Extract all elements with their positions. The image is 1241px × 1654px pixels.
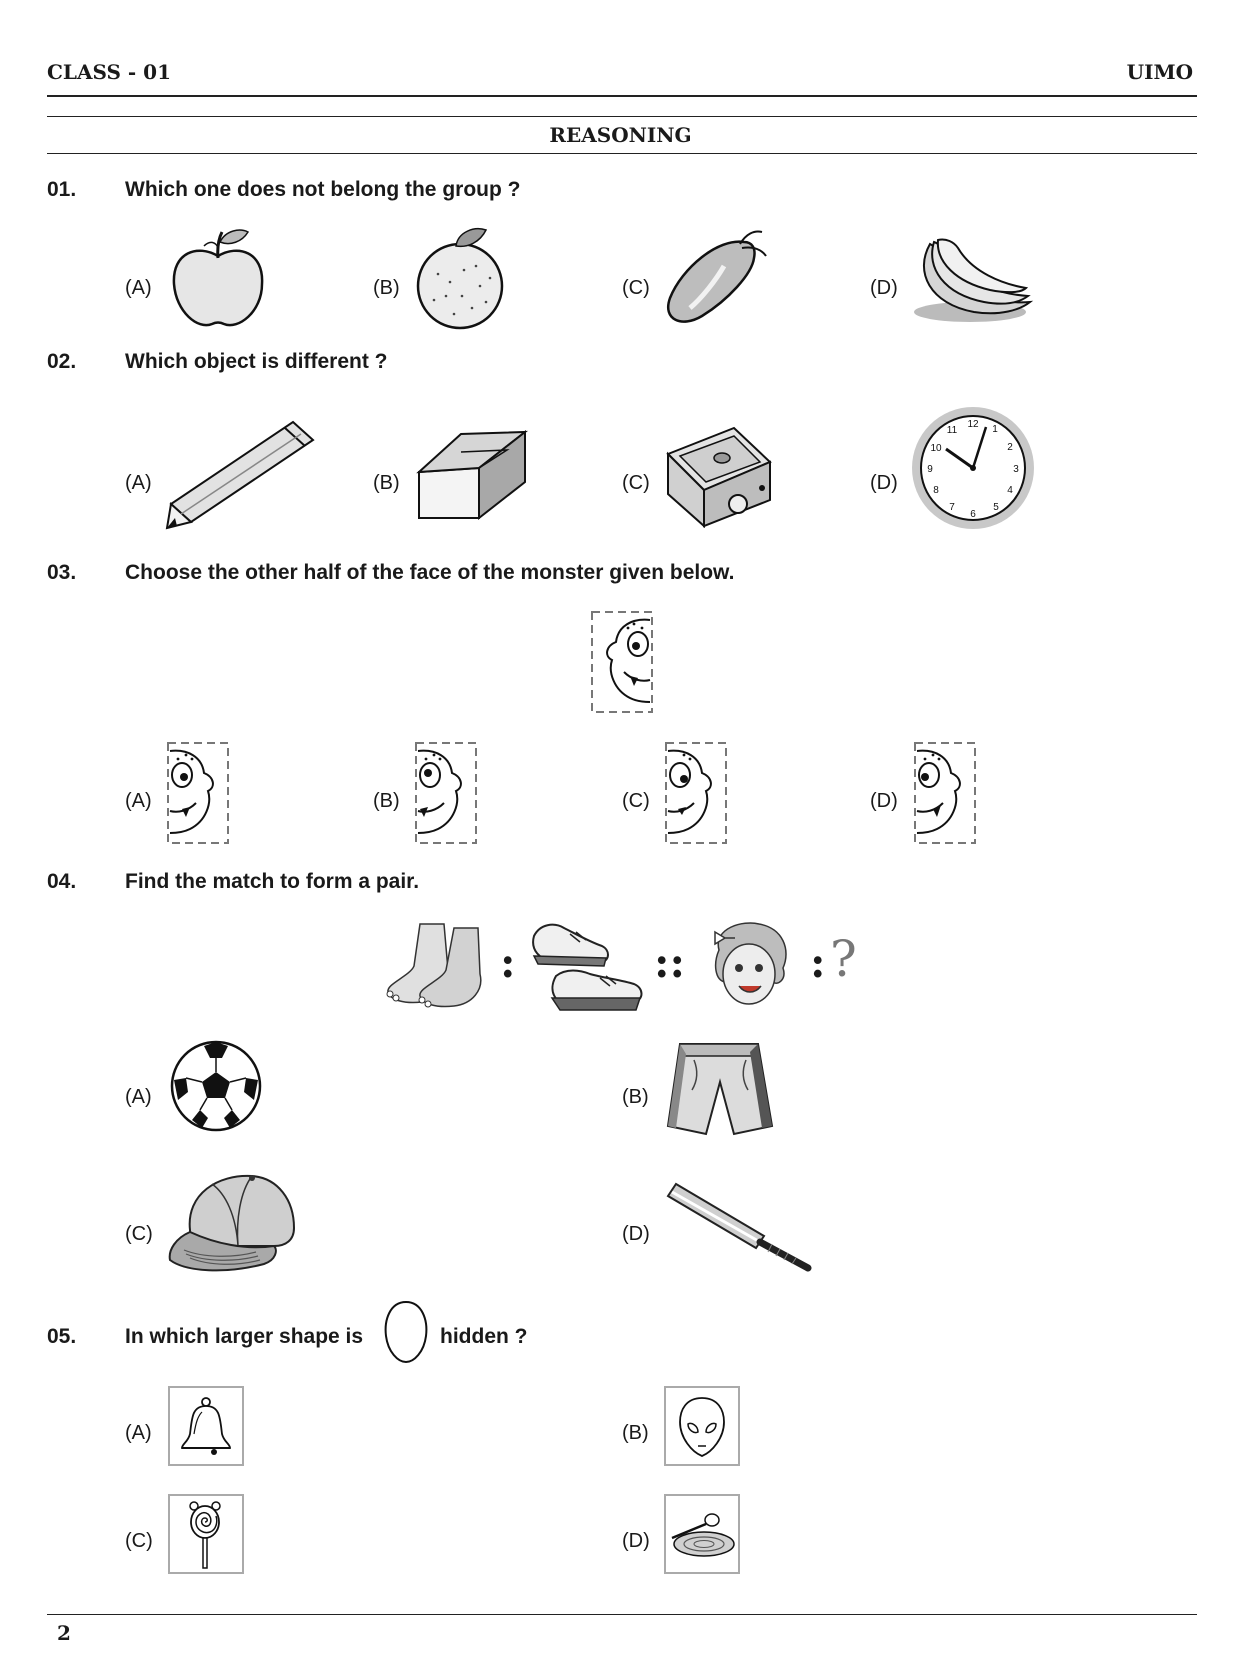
monster-half-face-icon <box>664 741 728 845</box>
option-label[interactable]: (C) <box>622 277 650 299</box>
option-label[interactable]: (A) <box>125 472 152 494</box>
option-label[interactable]: (A) <box>125 277 152 299</box>
option-label[interactable]: (C) <box>125 1530 153 1552</box>
egg-shape-icon <box>382 1298 430 1366</box>
question-number: 03. <box>47 561 77 584</box>
section-title: REASONING <box>549 123 692 147</box>
lollipop-icon <box>168 1494 244 1574</box>
svg-text:4: 4 <box>1007 485 1013 496</box>
bell-icon <box>168 1386 244 1466</box>
question-number: 04. <box>47 870 77 893</box>
feet-icon <box>382 920 490 1008</box>
svg-text:8: 8 <box>933 485 939 496</box>
orange-icon <box>414 226 506 330</box>
class-label: CLASS - 01 <box>47 60 172 84</box>
question-text: Which object is different ? <box>125 350 388 373</box>
option-label[interactable]: (B) <box>622 1422 649 1444</box>
proportion-sign: :: <box>654 938 686 987</box>
option-label[interactable]: (D) <box>622 1530 650 1552</box>
option-label[interactable]: (C) <box>622 790 650 812</box>
option-label[interactable]: (D) <box>870 790 898 812</box>
question-text: Which one does not belong the group ? <box>125 178 521 201</box>
alien-face-icon <box>664 1386 740 1466</box>
monster-half-face-icon <box>166 741 230 845</box>
brinjal-icon <box>662 228 770 328</box>
option-label[interactable]: (D) <box>870 472 898 494</box>
option-label[interactable]: (D) <box>870 277 898 299</box>
question-text: Find the match to form a pair. <box>125 870 420 893</box>
question-mark: ? <box>830 930 857 988</box>
option-label[interactable]: (A) <box>125 1086 152 1108</box>
question-number: 05. <box>47 1325 77 1348</box>
spoon-plate-icon <box>664 1494 740 1574</box>
svg-text:7: 7 <box>949 502 955 513</box>
question-number: 01. <box>47 178 77 201</box>
option-label[interactable]: (B) <box>622 1086 649 1108</box>
option-label[interactable]: (B) <box>373 472 400 494</box>
ratio-sign: : <box>810 938 826 987</box>
apple-icon <box>168 226 268 332</box>
option-label[interactable]: (B) <box>373 790 400 812</box>
shorts-icon <box>664 1040 774 1138</box>
svg-text:9: 9 <box>927 464 933 475</box>
clock-icon <box>910 405 1036 531</box>
option-label[interactable]: (B) <box>373 277 400 299</box>
girl-face-icon <box>707 920 791 1010</box>
cricket-bat-icon <box>664 1180 814 1272</box>
header-rule-bottom <box>47 153 1197 154</box>
svg-text:3: 3 <box>1013 464 1019 475</box>
monster-half-face-icon <box>913 741 977 845</box>
option-label[interactable]: (C) <box>622 472 650 494</box>
question-text: Choose the other half of the face of the monster given below. <box>125 561 735 584</box>
monster-half-face-icon <box>590 610 654 714</box>
svg-text:2: 2 <box>1007 442 1013 453</box>
eraser-icon <box>415 428 529 522</box>
bananas-icon <box>910 232 1036 326</box>
header-rule-top <box>47 95 1197 97</box>
sharpener-icon <box>664 424 774 528</box>
option-label[interactable]: (C) <box>125 1223 153 1245</box>
question-text: hidden ? <box>440 1325 528 1348</box>
svg-text:12: 12 <box>967 419 979 430</box>
football-icon <box>170 1040 262 1132</box>
svg-text:5: 5 <box>993 502 999 513</box>
pencil-icon <box>165 418 317 530</box>
svg-text:10: 10 <box>930 443 942 454</box>
svg-text:11: 11 <box>946 425 958 436</box>
question-text: In which larger shape is <box>125 1325 364 1348</box>
svg-text:6: 6 <box>970 509 976 520</box>
option-label[interactable]: (A) <box>125 1422 152 1444</box>
svg-text:1: 1 <box>992 424 998 435</box>
monster-half-face-icon <box>414 741 478 845</box>
page-number: 2 <box>57 1621 71 1645</box>
question-number: 02. <box>47 350 77 373</box>
ratio-sign: : <box>500 938 516 987</box>
footer-rule <box>47 1614 1197 1615</box>
exam-name: UIMO <box>1126 60 1193 84</box>
cap-icon <box>166 1170 298 1274</box>
option-label[interactable]: (A) <box>125 790 152 812</box>
option-label[interactable]: (D) <box>622 1223 650 1245</box>
header-rule-mid <box>47 116 1197 117</box>
shoes-icon <box>530 920 646 1012</box>
